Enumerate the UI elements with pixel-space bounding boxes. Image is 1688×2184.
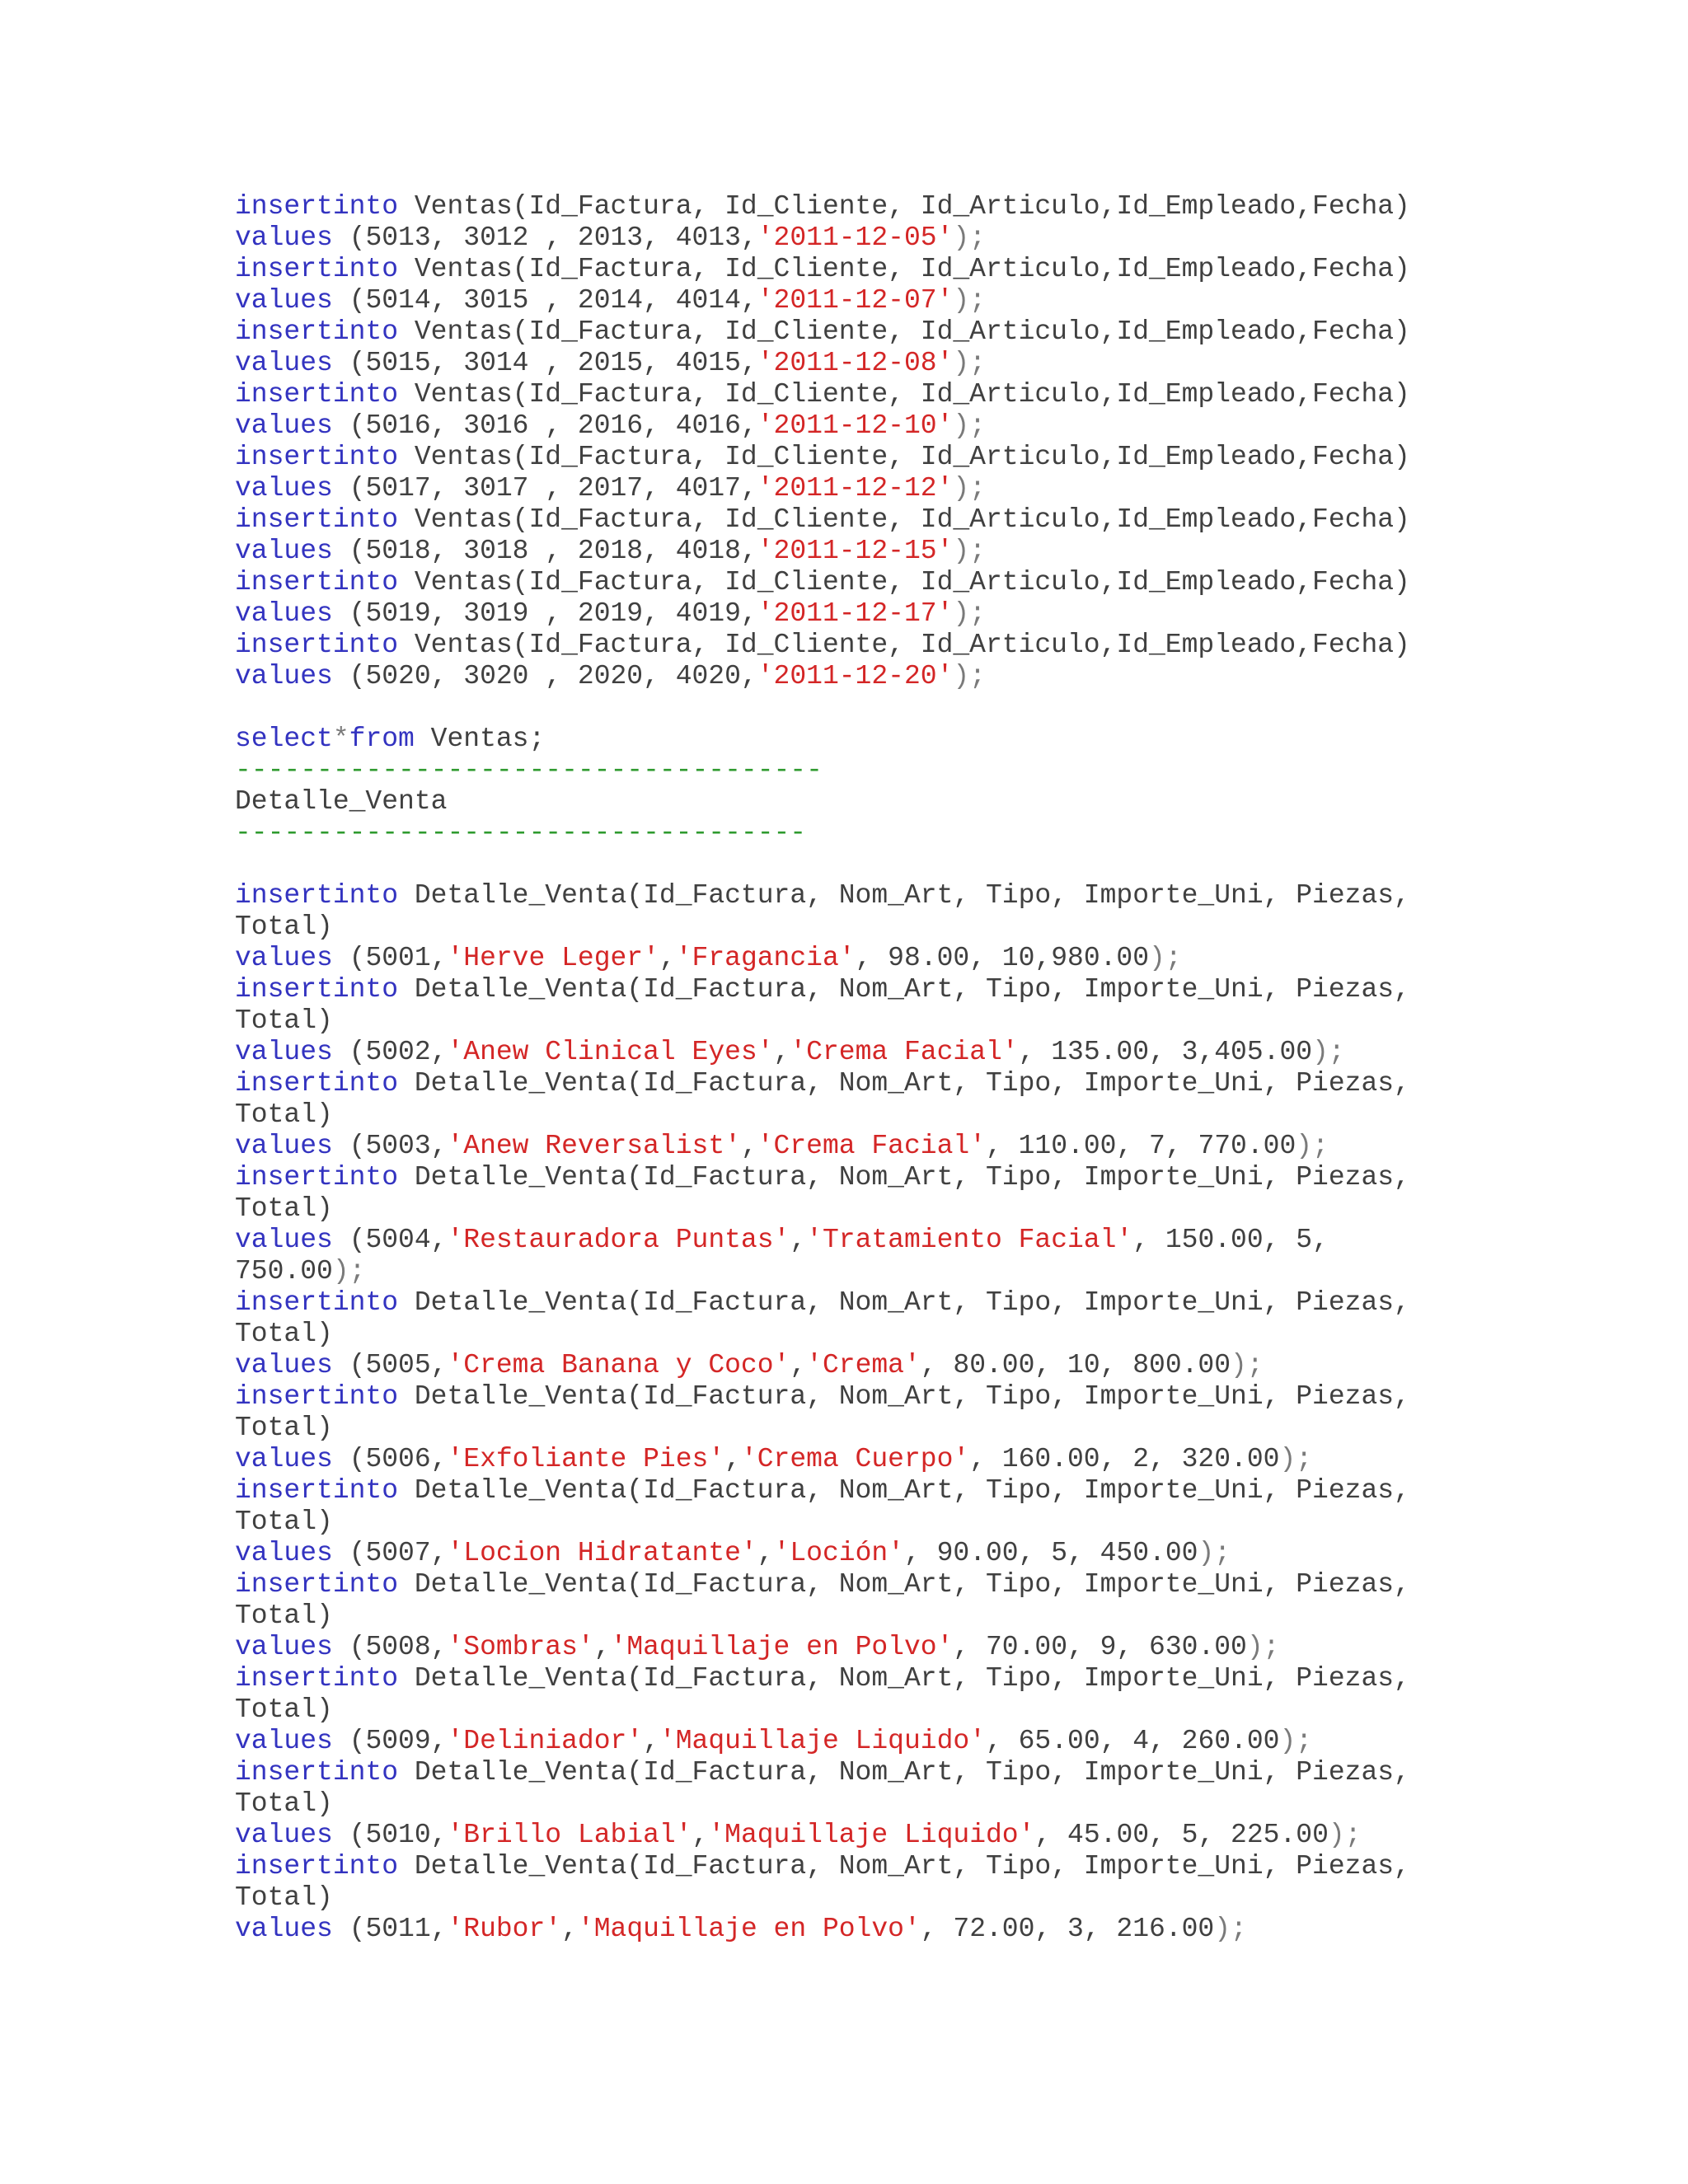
insert-target: Ventas(Id_Factura, Id_Cliente, Id_Articulo,Id_Empleado,Fecha) <box>414 379 1410 410</box>
tipo-literal: 'Fragancia' <box>675 943 856 973</box>
insert-wrap: Total) <box>235 912 333 942</box>
insert-keyword: insertinto <box>235 1162 399 1193</box>
nom-art-literal: 'Crema Banana y Coco' <box>447 1350 790 1380</box>
values-sep: , <box>561 1914 578 1944</box>
insert-wrap: Total) <box>235 1882 333 1913</box>
values-tail: , 80.00, 10, 800.00 <box>920 1350 1231 1380</box>
sql-document <box>235 191 1410 1945</box>
nom-art-literal: 'Herve Leger' <box>447 943 659 973</box>
values-sep: , <box>757 1538 774 1568</box>
values-open: (5001, <box>349 943 448 973</box>
values-open: (5008, <box>349 1632 448 1662</box>
insert-wrap: Total) <box>235 1694 333 1725</box>
values-line <box>235 598 1410 630</box>
values-open: (5011, <box>349 1914 448 1944</box>
statement-end: ); <box>953 598 986 629</box>
nom-art-literal: 'Sombras' <box>447 1632 594 1662</box>
values-wrap <box>235 1256 1410 1287</box>
values-line <box>235 1726 1410 1757</box>
insert-target: Detalle_Venta(Id_Factura, Nom_Art, Tipo, Importe_Uni, Piezas, <box>414 1381 1410 1412</box>
values-tail: , 70.00, 9, 630.00 <box>953 1632 1247 1662</box>
nom-art-literal: 'Rubor' <box>447 1914 562 1944</box>
insert-target: Ventas(Id_Factura, Id_Cliente, Id_Articulo,Id_Empleado,Fecha) <box>414 567 1410 598</box>
insert-target: Ventas(Id_Factura, Id_Cliente, Id_Articulo,Id_Empleado,Fecha) <box>414 191 1410 222</box>
select-star: * <box>332 724 349 754</box>
values-tail: , 160.00, 2, 320.00 <box>969 1444 1280 1474</box>
insert-line <box>235 630 1410 661</box>
date-literal: '2011-12-07' <box>757 285 954 316</box>
insert-keyword: insertinto <box>235 1851 399 1882</box>
from-keyword: from <box>349 724 415 754</box>
values-line <box>235 1225 1410 1256</box>
insert-keyword: insertinto <box>235 191 399 222</box>
insert-keyword: insertinto <box>235 1757 399 1788</box>
insert-keyword: insertinto <box>235 1569 399 1600</box>
statement-end: ); <box>1214 1914 1247 1944</box>
separator-line: ----------------------------------- <box>235 818 807 848</box>
values-line <box>235 1037 1410 1068</box>
insert-line <box>235 1475 1410 1507</box>
insert-keyword: insertinto <box>235 379 399 410</box>
tipo-literal: 'Maquillaje Liquido' <box>659 1726 986 1756</box>
statement-end: ); <box>1279 1444 1313 1474</box>
tipo-literal: 'Crema' <box>806 1350 921 1380</box>
values-args: (5013, 3012 , 2013, 4013, <box>349 223 757 253</box>
separator-line: ------------------------------------ <box>235 755 823 785</box>
statement-end: ); <box>332 1256 366 1286</box>
insert-line <box>235 254 1410 285</box>
tipo-literal: 'Crema Facial' <box>790 1037 1019 1067</box>
values-sep: , <box>790 1225 807 1255</box>
blank-line <box>235 849 1410 880</box>
values-keyword: values <box>235 598 333 629</box>
values-sep: , <box>593 1632 611 1662</box>
values-keyword: values <box>235 536 333 566</box>
insert-target: Ventas(Id_Factura, Id_Cliente, Id_Articulo,Id_Empleado,Fecha) <box>414 316 1410 347</box>
insert-target: Detalle_Venta(Id_Factura, Nom_Art, Tipo, Importe_Uni, Piezas, <box>414 974 1410 1005</box>
insert-line <box>235 1068 1410 1099</box>
insert-keyword: insertinto <box>235 316 399 347</box>
insert-keyword: insertinto <box>235 1475 399 1506</box>
values-keyword: values <box>235 1726 333 1756</box>
insert-wrap: Total) <box>235 1319 333 1349</box>
date-literal: '2011-12-08' <box>757 348 954 378</box>
values-open: (5005, <box>349 1350 448 1380</box>
values-tail: , 72.00, 3, 216.00 <box>920 1914 1215 1944</box>
values-line <box>235 285 1410 316</box>
values-line <box>235 1131 1410 1162</box>
values-sep: , <box>773 1037 790 1067</box>
statement-end: ); <box>1246 1632 1280 1662</box>
values-tail-wrap: 750.00 <box>235 1256 333 1286</box>
values-tail: , 110.00, 7, 770.00 <box>986 1131 1296 1161</box>
date-literal: '2011-12-17' <box>757 598 954 629</box>
values-sep: , <box>659 943 676 973</box>
statement-end: ); <box>953 348 986 378</box>
insert-target: Detalle_Venta(Id_Factura, Nom_Art, Tipo, Importe_Uni, Piezas, <box>414 1162 1410 1193</box>
insert-keyword: insertinto <box>235 567 399 598</box>
insert-keyword: insertinto <box>235 1381 399 1412</box>
values-keyword: values <box>235 285 333 316</box>
values-keyword: values <box>235 223 333 253</box>
insert-line <box>235 379 1410 410</box>
values-line <box>235 1350 1410 1381</box>
insert-keyword: insertinto <box>235 1663 399 1694</box>
values-keyword: values <box>235 943 333 973</box>
insert-line <box>235 880 1410 912</box>
values-tail: , 150.00, 5, <box>1132 1225 1329 1255</box>
insert-keyword: insertinto <box>235 880 399 911</box>
values-open: (5010, <box>349 1820 448 1850</box>
values-args: (5019, 3019 , 2019, 4019, <box>349 598 757 629</box>
values-line <box>235 536 1410 567</box>
insert-keyword: insertinto <box>235 442 399 472</box>
insert-wrap: Total) <box>235 1005 333 1036</box>
values-tail: , 45.00, 5, 225.00 <box>1034 1820 1329 1850</box>
tipo-literal: 'Tratamiento Facial' <box>806 1225 1133 1255</box>
insert-keyword: insertinto <box>235 1287 399 1318</box>
insert-keyword: insertinto <box>235 1068 399 1099</box>
values-tail: , 65.00, 4, 260.00 <box>986 1726 1280 1756</box>
insert-target: Detalle_Venta(Id_Factura, Nom_Art, Tipo, Importe_Uni, Piezas, <box>414 1851 1410 1882</box>
select-statement <box>235 724 1410 755</box>
insert-target: Detalle_Venta(Id_Factura, Nom_Art, Tipo, Importe_Uni, Piezas, <box>414 1569 1410 1600</box>
insert-target: Detalle_Venta(Id_Factura, Nom_Art, Tipo, Importe_Uni, Piezas, <box>414 1757 1410 1788</box>
select-table: Ventas; <box>414 724 546 754</box>
insert-wrap: Total) <box>235 1601 333 1631</box>
values-sep: , <box>740 1131 757 1161</box>
values-sep: , <box>643 1726 659 1756</box>
nom-art-literal: 'Exfoliante Pies' <box>447 1444 725 1474</box>
tipo-literal: 'Loción' <box>773 1538 904 1568</box>
insert-target: Ventas(Id_Factura, Id_Cliente, Id_Articulo,Id_Empleado,Fecha) <box>414 504 1410 535</box>
insert-keyword: insertinto <box>235 254 399 284</box>
nom-art-literal: 'Anew Clinical Eyes' <box>447 1037 774 1067</box>
date-literal: '2011-12-05' <box>757 223 954 253</box>
date-literal: '2011-12-10' <box>757 410 954 441</box>
insert-line <box>235 316 1410 348</box>
nom-art-literal: 'Brillo Labial' <box>447 1820 692 1850</box>
values-keyword: values <box>235 661 333 691</box>
values-keyword: values <box>235 1914 333 1944</box>
insert-line <box>235 567 1410 598</box>
insert-line <box>235 191 1410 223</box>
statement-end: ); <box>953 223 986 253</box>
tipo-literal: 'Maquillaje en Polvo' <box>610 1632 954 1662</box>
ventas-inserts <box>235 191 1410 692</box>
values-keyword: values <box>235 410 333 441</box>
insert-target: Ventas(Id_Factura, Id_Cliente, Id_Articulo,Id_Empleado,Fecha) <box>414 630 1410 660</box>
select-keyword: select <box>235 724 333 754</box>
detalle-inserts <box>235 880 1410 1945</box>
insert-line <box>235 442 1410 473</box>
insert-line <box>235 1381 1410 1413</box>
values-keyword: values <box>235 1444 333 1474</box>
insert-line <box>235 504 1410 536</box>
statement-end: ); <box>953 661 986 691</box>
values-line <box>235 1632 1410 1663</box>
values-line <box>235 1914 1410 1945</box>
insert-keyword: insertinto <box>235 630 399 660</box>
statement-end: ); <box>1198 1538 1231 1568</box>
values-sep: , <box>724 1444 741 1474</box>
values-args: (5014, 3015 , 2014, 4014, <box>349 285 757 316</box>
tipo-literal: 'Crema Facial' <box>757 1131 986 1161</box>
insert-target: Detalle_Venta(Id_Factura, Nom_Art, Tipo, Importe_Uni, Piezas, <box>414 1475 1410 1506</box>
values-open: (5003, <box>349 1131 448 1161</box>
statement-end: ); <box>953 285 986 316</box>
values-keyword: values <box>235 1350 333 1380</box>
nom-art-literal: 'Deliniador' <box>447 1726 644 1756</box>
values-open: (5009, <box>349 1726 448 1756</box>
date-literal: '2011-12-12' <box>757 473 954 504</box>
insert-line <box>235 1851 1410 1882</box>
nom-art-literal: 'Anew Reversalist' <box>447 1131 741 1161</box>
values-line <box>235 661 1410 692</box>
insert-line <box>235 1569 1410 1601</box>
insert-keyword: insertinto <box>235 974 399 1005</box>
statement-end: ); <box>953 536 986 566</box>
values-keyword: values <box>235 348 333 378</box>
values-args: (5015, 3014 , 2015, 4015, <box>349 348 757 378</box>
values-sep: , <box>692 1820 709 1850</box>
values-line <box>235 348 1410 379</box>
values-open: (5002, <box>349 1037 448 1067</box>
insert-line <box>235 1287 1410 1319</box>
insert-target: Ventas(Id_Factura, Id_Cliente, Id_Articulo,Id_Empleado,Fecha) <box>414 442 1410 472</box>
values-keyword: values <box>235 1131 333 1161</box>
values-line <box>235 1538 1410 1569</box>
values-line <box>235 1820 1410 1851</box>
insert-target: Detalle_Venta(Id_Factura, Nom_Art, Tipo, Importe_Uni, Piezas, <box>414 1663 1410 1694</box>
values-args: (5020, 3020 , 2020, 4020, <box>349 661 757 691</box>
tipo-literal: 'Maquillaje Liquido' <box>708 1820 1035 1850</box>
insert-target: Detalle_Venta(Id_Factura, Nom_Art, Tipo, Importe_Uni, Piezas, <box>414 1068 1410 1099</box>
values-line <box>235 410 1410 442</box>
values-line <box>235 473 1410 504</box>
values-keyword: values <box>235 1225 333 1255</box>
values-tail: , 90.00, 5, 450.00 <box>903 1538 1198 1568</box>
values-args: (5016, 3016 , 2016, 4016, <box>349 410 757 441</box>
blank-line <box>235 692 1410 724</box>
insert-wrap: Total) <box>235 1099 333 1130</box>
values-open: (5007, <box>349 1538 448 1568</box>
insert-line <box>235 1663 1410 1694</box>
values-sep: , <box>790 1350 807 1380</box>
values-args: (5018, 3018 , 2018, 4018, <box>349 536 757 566</box>
values-line <box>235 943 1410 974</box>
values-keyword: values <box>235 1037 333 1067</box>
insert-target: Detalle_Venta(Id_Factura, Nom_Art, Tipo, Importe_Uni, Piezas, <box>414 1287 1410 1318</box>
insert-wrap: Total) <box>235 1193 333 1224</box>
values-keyword: values <box>235 1632 333 1662</box>
values-keyword: values <box>235 1538 333 1568</box>
values-tail: , 135.00, 3,405.00 <box>1018 1037 1313 1067</box>
values-open: (5006, <box>349 1444 448 1474</box>
statement-end: ); <box>1149 943 1182 973</box>
values-keyword: values <box>235 1820 333 1850</box>
tipo-literal: 'Maquillaje en Polvo' <box>577 1914 921 1944</box>
statement-end: ); <box>1279 1726 1313 1756</box>
insert-keyword: insertinto <box>235 504 399 535</box>
statement-end: ); <box>1328 1820 1362 1850</box>
statement-end: ); <box>953 410 986 441</box>
values-line <box>235 1444 1410 1475</box>
date-literal: '2011-12-15' <box>757 536 954 566</box>
tipo-literal: 'Crema Cuerpo' <box>740 1444 970 1474</box>
insert-line <box>235 974 1410 1005</box>
insert-line <box>235 1757 1410 1788</box>
insert-wrap: Total) <box>235 1413 333 1443</box>
nom-art-literal: 'Restauradora Puntas' <box>447 1225 790 1255</box>
date-literal: '2011-12-20' <box>757 661 954 691</box>
insert-target: Detalle_Venta(Id_Factura, Nom_Art, Tipo, Importe_Uni, Piezas, <box>414 880 1410 911</box>
values-tail: , 98.00, 10,980.00 <box>855 943 1150 973</box>
statement-end: ); <box>1231 1350 1264 1380</box>
insert-target: Ventas(Id_Factura, Id_Cliente, Id_Articulo,Id_Empleado,Fecha) <box>414 254 1410 284</box>
section-title: Detalle_Venta <box>235 786 448 817</box>
insert-wrap: Total) <box>235 1788 333 1819</box>
statement-end: ); <box>1312 1037 1345 1067</box>
values-line <box>235 223 1410 254</box>
statement-end: ); <box>1296 1131 1329 1161</box>
values-args: (5017, 3017 , 2017, 4017, <box>349 473 757 504</box>
values-open: (5004, <box>349 1225 448 1255</box>
nom-art-literal: 'Locion Hidratante' <box>447 1538 757 1568</box>
insert-line <box>235 1162 1410 1193</box>
insert-wrap: Total) <box>235 1507 333 1537</box>
statement-end: ); <box>953 473 986 504</box>
values-keyword: values <box>235 473 333 504</box>
